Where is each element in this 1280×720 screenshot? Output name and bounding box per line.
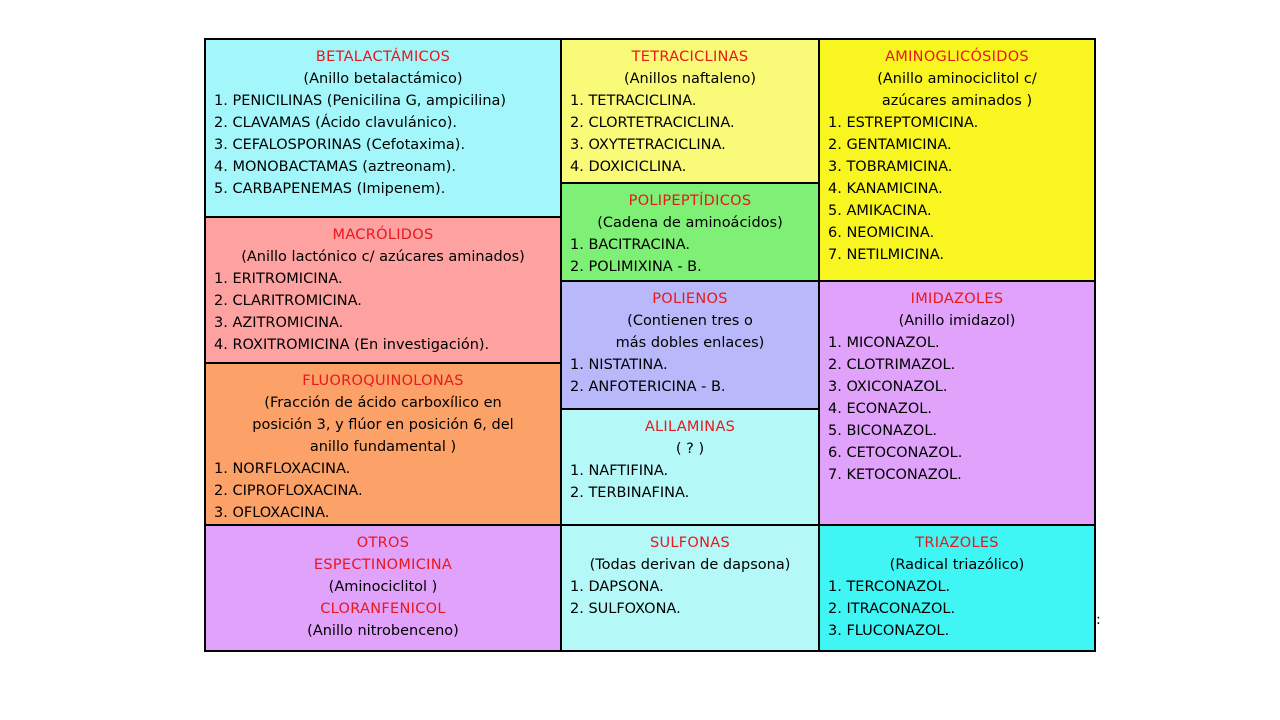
aminoglicosidos-subtitle-line: azúcares aminados ) xyxy=(881,93,1033,109)
sulfonas-subtitle: (Todas derivan de dapsona) xyxy=(589,557,791,573)
list-item: 1. TERCONAZOL. xyxy=(828,579,951,595)
list-item: 3. OFLOXACINA. xyxy=(214,505,330,521)
list-item: 4. ROXITROMICINA (En investigación). xyxy=(214,337,490,353)
list-item: 3. CEFALOSPORINAS (Cefotaxima). xyxy=(214,137,466,153)
cell-triazoles xyxy=(818,524,1096,652)
list-item: 1. NISTATINA. xyxy=(570,357,668,373)
list-item: 1. MICONAZOL. xyxy=(828,335,940,351)
list-item: 5. BICONAZOL. xyxy=(828,423,938,439)
alilaminas-title: ALILAMINAS xyxy=(644,419,736,435)
list-item: 4. MONOBACTAMAS (aztreonam). xyxy=(214,159,456,175)
list-item: 2. POLIMIXINA - B. xyxy=(570,259,702,275)
list-item: 5. CARBAPENEMAS (Imipenem). xyxy=(214,181,446,197)
alilaminas-subtitle: ( ? ) xyxy=(675,441,705,457)
list-item: 1. BACITRACINA. xyxy=(570,237,690,253)
list-item: 2. GENTAMICINA. xyxy=(828,137,952,153)
list-item: 2. CLORTETRACICLINA. xyxy=(570,115,735,131)
list-item: 2. ANFOTERICINA - B. xyxy=(570,379,726,395)
sulfonas-title: SULFONAS xyxy=(649,535,731,551)
aminoglicosidos-title: AMINOGLICÓSIDOS xyxy=(885,49,1029,65)
list-item: 2. ITRACONAZOL. xyxy=(828,601,956,617)
fluoroquinolonas-subtitle-line: anillo fundamental ) xyxy=(309,439,457,455)
cell-polipeptidicos xyxy=(560,182,820,282)
list-item: 4. KANAMICINA. xyxy=(828,181,943,197)
list-item: 6. CETOCONAZOL. xyxy=(828,445,963,461)
cell-tetraciclinas xyxy=(560,38,820,184)
list-item: 3. FLUCONAZOL. xyxy=(828,623,950,639)
fluoroquinolonas-subtitle-line: posición 3, y flúor en posición 6, del xyxy=(252,417,514,433)
cell-macrolidos xyxy=(204,216,562,364)
cell-polienos xyxy=(560,280,820,410)
tetraciclinas-subtitle: (Anillos naftaleno) xyxy=(623,71,757,87)
list-item: 1. NORFLOXACINA. xyxy=(214,461,351,477)
list-item: 2. CLARITROMICINA. xyxy=(214,293,362,309)
list-item: 3. AZITROMICINA. xyxy=(214,315,344,331)
cell-fluoroquinolonas xyxy=(204,362,562,526)
list-item: 7. KETOCONAZOL. xyxy=(828,467,962,483)
list-item: 5. AMIKACINA. xyxy=(828,203,932,219)
espectinomicina-title: ESPECTINOMICINA xyxy=(313,557,453,573)
list-item: 1. DAPSONA. xyxy=(570,579,664,595)
polipeptidicos-subtitle: (Cadena de aminoácidos) xyxy=(597,215,783,231)
imidazoles-subtitle: (Anillo imidazol) xyxy=(898,313,1016,329)
imidazoles-title: IMIDAZOLES xyxy=(910,291,1004,307)
macrolidos-title: MACRÓLIDOS xyxy=(332,227,434,243)
list-item: 2. CLOTRIMAZOL. xyxy=(828,357,956,373)
polienos-subtitle-line: más dobles enlaces) xyxy=(615,335,765,351)
list-item: 2. SULFOXONA. xyxy=(570,601,681,617)
espectinomicina-desc: (Aminociclitol ) xyxy=(328,579,438,595)
triazoles-subtitle: (Radical triazólico) xyxy=(889,557,1025,573)
fluoroquinolonas-title: FLUOROQUINOLONAS xyxy=(302,373,464,389)
list-item: 2. TERBINAFINA. xyxy=(570,485,690,501)
list-item: 1. NAFTIFINA. xyxy=(570,463,669,479)
cell-imidazoles xyxy=(818,280,1096,526)
triazoles-title: TRIAZOLES xyxy=(915,535,999,551)
polienos-title: POLIENOS xyxy=(652,291,728,307)
tetraciclinas-title: TETRACICLINAS xyxy=(631,49,749,65)
otros-title: OTROS xyxy=(356,535,410,551)
list-item: 3. OXYTETRACICLINA. xyxy=(570,137,726,153)
cell-betalactamicos xyxy=(204,38,562,218)
cell-otros xyxy=(204,524,562,652)
list-item: 4. ECONAZOL. xyxy=(828,401,932,417)
list-item: 6. NEOMICINA. xyxy=(828,225,935,241)
list-item: 1. PENICILINAS (Penicilina G, ampicilina) xyxy=(214,93,507,109)
cloranfenicol-desc: (Anillo nitrobenceno) xyxy=(307,623,459,639)
betalactamicos-title: BETALACTÁMICOS xyxy=(315,49,451,65)
list-item: 1. TETRACICLINA. xyxy=(570,93,697,109)
cloranfenicol-title: CLORANFENICOL xyxy=(320,601,446,617)
list-item: 7. NETILMICINA. xyxy=(828,247,944,263)
cell-sulfonas xyxy=(560,524,820,652)
list-item: 2. CIPROFLOXACINA. xyxy=(214,483,363,499)
list-item: 3. OXICONAZOL. xyxy=(828,379,948,395)
list-item: 4. DOXICICLINA. xyxy=(570,159,687,175)
list-item: 1. ESTREPTOMICINA. xyxy=(828,115,979,131)
fluoroquinolonas-subtitle-line: (Fracción de ácido carboxílico en xyxy=(264,395,502,411)
antibiotic-classification-table xyxy=(204,38,1096,652)
betalactamicos-subtitle: (Anillo betalactámico) xyxy=(303,71,463,87)
stray-mark: : xyxy=(1096,612,1101,628)
aminoglicosidos-subtitle-line: (Anillo aminociclitol c/ xyxy=(877,71,1037,87)
list-item: 1. ERITROMICINA. xyxy=(214,271,343,287)
cell-alilaminas xyxy=(560,408,820,526)
list-item: 2. CLAVAMAS (Ácido clavulánico). xyxy=(214,115,458,131)
polipeptidicos-title: POLIPEPTÍDICOS xyxy=(628,193,752,209)
list-item: 3. TOBRAMICINA. xyxy=(828,159,953,175)
polienos-subtitle-line: (Contienen tres o xyxy=(627,313,753,329)
macrolidos-subtitle: (Anillo lactónico c/ azúcares aminados) xyxy=(241,249,525,265)
cell-aminoglicosidos xyxy=(818,38,1096,282)
